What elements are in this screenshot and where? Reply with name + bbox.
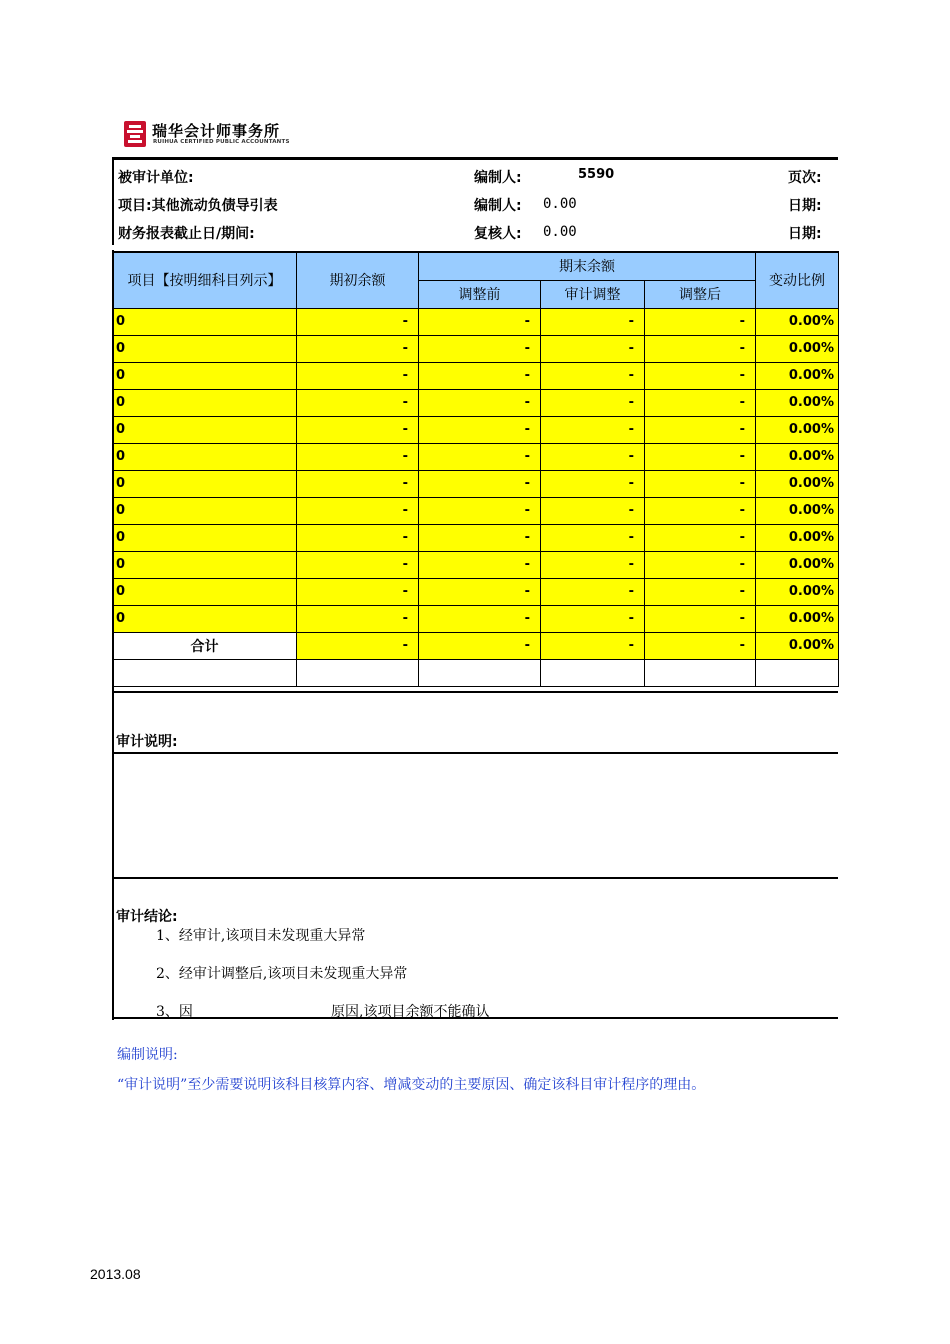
cell-adj[interactable]: - (541, 443, 645, 470)
cell-opening[interactable]: - (297, 578, 419, 605)
col-audit-adj-header: 审计调整 (541, 280, 645, 308)
table-row (113, 308, 839, 335)
cell-after[interactable]: - (645, 389, 756, 416)
reviewer-label: 复核人: (474, 226, 522, 242)
total-label: 合计 (113, 632, 297, 659)
preparer-label-2: 编制人: (474, 198, 522, 214)
cell-opening[interactable]: - (297, 443, 419, 470)
cell-adj[interactable]: - (541, 389, 645, 416)
blank-row (113, 659, 839, 686)
col-change-header: 变动比例 (756, 252, 839, 308)
date-label-2: 日期: (788, 226, 822, 242)
lead-schedule-table (112, 251, 839, 687)
table-row (113, 335, 839, 362)
period-label: 财务报表截止日/期间: (118, 226, 255, 242)
table-row (113, 362, 839, 389)
cell-after[interactable]: - (645, 578, 756, 605)
cell-item[interactable]: 0 (113, 524, 297, 551)
total-after[interactable]: - (645, 632, 756, 659)
cell-before[interactable]: - (419, 524, 541, 551)
audited-entity-label: 被审计单位: (118, 170, 194, 186)
table-row (113, 470, 839, 497)
cell-item[interactable]: 0 (113, 578, 297, 605)
cell-change[interactable]: 0.00% (756, 578, 839, 605)
table-row (113, 524, 839, 551)
cell-opening[interactable]: - (297, 524, 419, 551)
cell-before[interactable]: - (419, 578, 541, 605)
cell-item[interactable]: 0 (113, 416, 297, 443)
cell-opening[interactable]: - (297, 605, 419, 632)
firm-logo (120, 117, 320, 151)
audit-notes-label: 审计说明: (116, 734, 178, 750)
blank-cell[interactable] (113, 659, 297, 686)
cell-adj[interactable]: - (541, 524, 645, 551)
project-label: 项目:其他流动负债导引表 (118, 198, 278, 214)
table-row (113, 578, 839, 605)
date-label-1: 日期: (788, 198, 822, 214)
cell-item[interactable]: 0 (113, 389, 297, 416)
col-after-header: 调整后 (645, 280, 756, 308)
cell-change[interactable]: 0.00% (756, 443, 839, 470)
cell-change[interactable]: 0.00% (756, 389, 839, 416)
cell-opening[interactable]: - (297, 335, 419, 362)
cell-adj[interactable]: - (541, 362, 645, 389)
cell-adj[interactable]: - (541, 605, 645, 632)
firm-emblem-icon (122, 119, 148, 149)
cell-opening[interactable]: - (297, 308, 419, 335)
preparer-value-2: 0.00 (543, 196, 577, 212)
cell-before[interactable]: - (419, 470, 541, 497)
table-row (113, 497, 839, 524)
cell-before[interactable]: - (419, 551, 541, 578)
firm-name-en: RUIHUA CERTIFIED PUBLIC ACCOUNTANTS (153, 139, 290, 145)
cell-after[interactable]: - (645, 362, 756, 389)
cell-opening[interactable]: - (297, 389, 419, 416)
cell-item[interactable]: 0 (113, 362, 297, 389)
preparer-value-1: 5590 (578, 167, 615, 182)
table-body (113, 308, 839, 632)
cell-change[interactable]: 0.00% (756, 524, 839, 551)
cell-adj[interactable]: - (541, 578, 645, 605)
cell-change[interactable]: 0.00% (756, 605, 839, 632)
cell-item[interactable]: 0 (113, 335, 297, 362)
cell-after[interactable]: - (645, 497, 756, 524)
conclusion-line-3-prefix: 3、因 (156, 1004, 193, 1020)
cell-after[interactable]: - (645, 308, 756, 335)
cell-after[interactable]: - (645, 443, 756, 470)
blank-cell[interactable] (541, 659, 645, 686)
page-label: 页次: (788, 170, 822, 186)
cell-adj[interactable]: - (541, 470, 645, 497)
table-row (113, 443, 839, 470)
cell-before[interactable]: - (419, 416, 541, 443)
cell-before[interactable]: - (419, 362, 541, 389)
cell-before[interactable]: - (419, 389, 541, 416)
total-change[interactable]: 0.00% (756, 632, 839, 659)
cell-adj[interactable]: - (541, 308, 645, 335)
cell-before[interactable]: - (419, 443, 541, 470)
audit-notes-area[interactable] (112, 752, 838, 878)
cell-item[interactable]: 0 (113, 551, 297, 578)
cell-item[interactable]: 0 (113, 605, 297, 632)
blank-cell[interactable] (419, 659, 541, 686)
cell-item[interactable]: 0 (113, 497, 297, 524)
cell-after[interactable]: - (645, 524, 756, 551)
col-item-header: 项目【按明细科目列示】 (113, 252, 297, 308)
total-adj[interactable]: - (541, 632, 645, 659)
total-row (113, 632, 839, 659)
cell-adj[interactable]: - (541, 335, 645, 362)
cell-change[interactable]: 0.00% (756, 335, 839, 362)
col-closing-group-header: 期末余额 (419, 252, 756, 280)
blank-cell[interactable] (756, 659, 839, 686)
cell-adj[interactable]: - (541, 416, 645, 443)
total-before[interactable]: - (419, 632, 541, 659)
footer-date: 2013.08 (90, 1266, 141, 1282)
cell-item[interactable]: 0 (113, 443, 297, 470)
col-opening-header: 期初余额 (297, 252, 419, 308)
cell-after[interactable]: - (645, 470, 756, 497)
cell-opening[interactable]: - (297, 416, 419, 443)
cell-after[interactable]: - (645, 416, 756, 443)
cell-after[interactable]: - (645, 335, 756, 362)
audit-notes-header (112, 691, 838, 753)
conclusion-line-3-suffix: 原因,该项目余额不能确认 (331, 1004, 490, 1020)
cell-change[interactable]: 0.00% (756, 551, 839, 578)
cell-adj[interactable]: - (541, 497, 645, 524)
cell-before[interactable]: - (419, 605, 541, 632)
table-row (113, 389, 839, 416)
instructions-title: 编制说明: (117, 1047, 178, 1063)
header-info (112, 157, 838, 245)
blank-cell[interactable] (297, 659, 419, 686)
cell-change[interactable]: 0.00% (756, 362, 839, 389)
cell-change[interactable]: 0.00% (756, 416, 839, 443)
table-row (113, 416, 839, 443)
col-before-header: 调整前 (419, 280, 541, 308)
cell-adj[interactable]: - (541, 551, 645, 578)
instructions-text: “审计说明”至少需要说明该科目核算内容、增减变动的主要原因、确定该科目审计程序的理由。 (117, 1077, 706, 1093)
cell-item[interactable]: 0 (113, 308, 297, 335)
cell-change[interactable]: 0.00% (756, 497, 839, 524)
reviewer-value: 0.00 (543, 224, 577, 240)
cell-after[interactable]: - (645, 551, 756, 578)
conclusion-label: 审计结论: (116, 909, 178, 925)
cell-change[interactable]: 0.00% (756, 470, 839, 497)
cell-item[interactable]: 0 (113, 470, 297, 497)
cell-opening[interactable]: - (297, 362, 419, 389)
conclusion-line-2: 2、经审计调整后,该项目未发现重大异常 (156, 966, 408, 982)
header-row-1 (113, 252, 839, 280)
cell-before[interactable]: - (419, 497, 541, 524)
cell-opening[interactable]: - (297, 470, 419, 497)
cell-before[interactable]: - (419, 335, 541, 362)
cell-after[interactable]: - (645, 605, 756, 632)
blank-cell[interactable] (645, 659, 756, 686)
audit-conclusion (112, 877, 838, 1019)
table-row (113, 551, 839, 578)
table-row (113, 605, 839, 632)
firm-name-cn: 瑞华会计师事务所 (152, 122, 281, 140)
cell-opening[interactable]: - (297, 551, 419, 578)
cell-change[interactable]: 0.00% (756, 308, 839, 335)
cell-before[interactable]: - (419, 308, 541, 335)
total-opening[interactable]: - (297, 632, 419, 659)
cell-opening[interactable]: - (297, 497, 419, 524)
preparer-label-1: 编制人: (474, 170, 522, 186)
conclusion-line-1: 1、经审计,该项目未发现重大异常 (156, 928, 366, 944)
